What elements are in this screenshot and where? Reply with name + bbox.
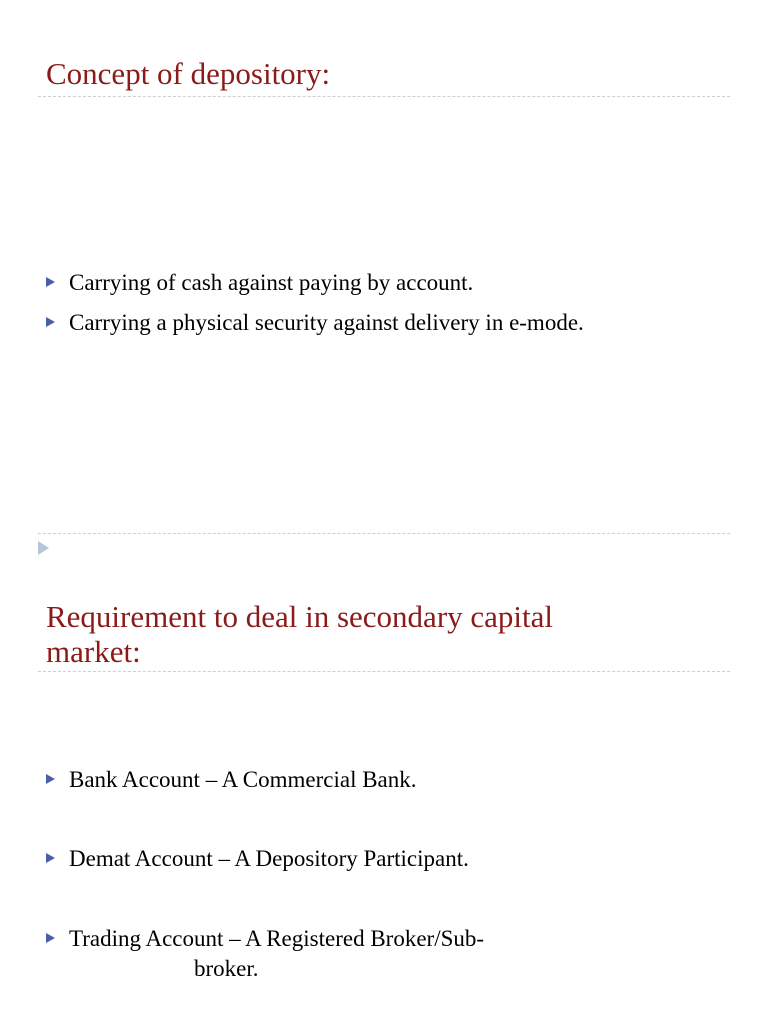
triangle-bullet-icon <box>46 933 55 943</box>
slide-title-line: market: <box>46 634 141 669</box>
title-divider <box>38 671 730 672</box>
bullet-text: Bank Account – A Commercial Bank. <box>69 767 417 792</box>
bullet-list <box>46 765 484 984</box>
slide-title <box>46 599 696 669</box>
bullet-text: Trading Account – A Registered Broker/Sub- <box>69 926 485 951</box>
bullet-text: Demat Account – A Depository Participant. <box>69 846 469 871</box>
bullet-text: Carrying of cash against paying by account. <box>69 270 474 295</box>
list-item <box>46 765 484 795</box>
list-item <box>46 844 484 874</box>
slide-title: Concept of depository: <box>46 56 331 91</box>
bullet-text: Carrying a physical security against delivery in e-mode. <box>69 310 584 335</box>
list-item <box>46 924 484 984</box>
triangle-bullet-icon <box>46 853 55 863</box>
triangle-bullet-icon <box>46 774 55 784</box>
slide-title-line: Requirement to deal in secondary capital <box>46 599 554 634</box>
bullet-text-continuation: broker. <box>194 956 259 981</box>
